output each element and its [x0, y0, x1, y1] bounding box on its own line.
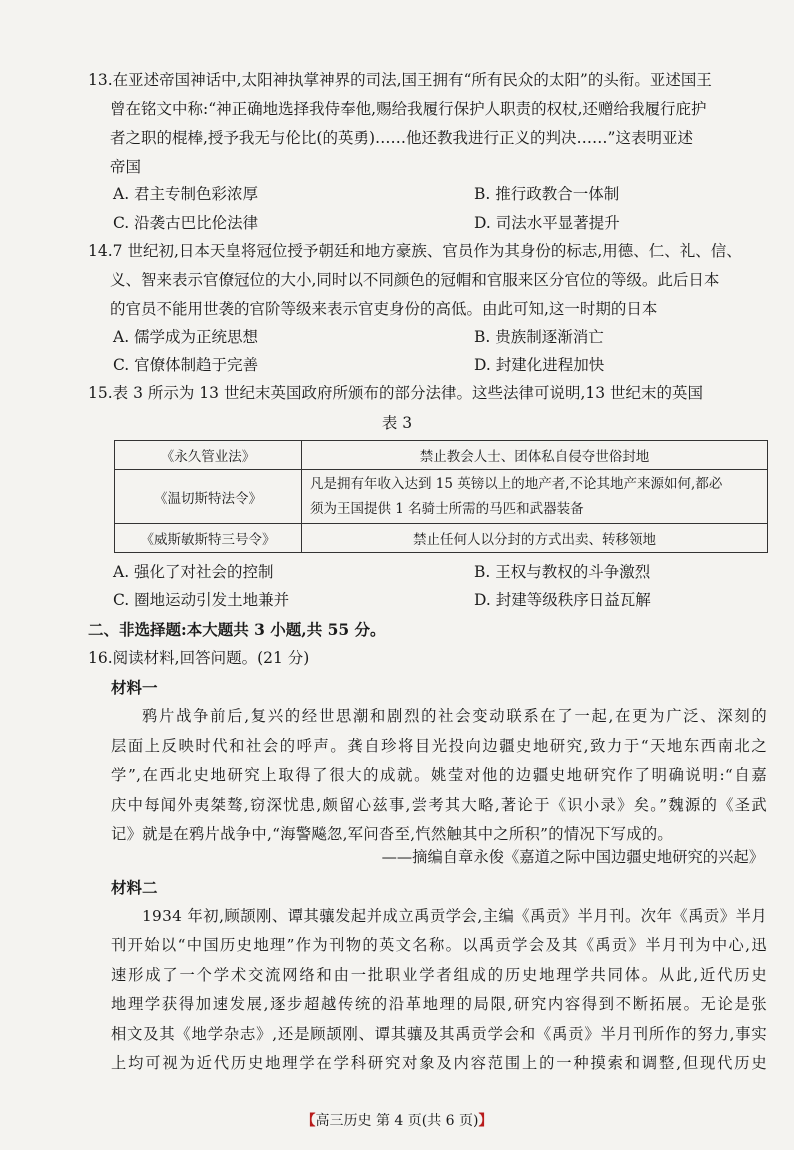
material2-line: 速形成了一个学术交流网络和由一批职业学者组成的历史地理学共同体。从此,近代历史 [111, 966, 767, 984]
material1-source: ——摘编自章永俊《嘉道之际中国边疆史地研究的兴起》 [381, 848, 764, 866]
footer-bracket-open: 【 [301, 1113, 316, 1129]
footer-text: 高三历史 第 4 页(共 6 页) [315, 1113, 479, 1129]
q13-option-c: C. 沿袭古巴比伦法律 [113, 214, 259, 232]
law-name: 《永久管业法》 [115, 441, 302, 470]
q15-option-b: B. 王权与教权的斗争激烈 [474, 563, 651, 581]
q13-line-3: 者之职的棍棒,授予我无与伦比(的英勇)……他还教我进行正义的判决……”这表明亚述 [110, 129, 693, 147]
q14-line-2: 义、智来表示官僚冠位的大小,同时以不同颜色的冠帽和官服来区分官位的等级。此后日本 [110, 271, 720, 289]
table-row [115, 524, 768, 553]
law-name: 《威斯敏斯特三号令》 [115, 524, 302, 553]
law-content: 禁止任何人以分封的方式出卖、转移领地 [302, 524, 768, 553]
material2-line: 相文及其《地学杂志》,还是顾颉刚、谭其骧及其禹贡学会和《禹贡》半月刊所作的努力,事实 [111, 1025, 767, 1043]
material2-line: 地理学获得加速发展,逐步超越传统的沿革地理的局限,研究内容得到不断拓展。无论是张 [111, 995, 767, 1013]
q13-option-a: A. 君主专制色彩浓厚 [113, 185, 259, 203]
law-content-line: 凡是拥有年收入达到 15 英镑以上的地产者,不论其地产来源如何,都必 [310, 475, 723, 492]
material1-line: 学”,在西北史地研究上取得了很大的成就。姚莹对他的边疆史地研究作了明确说明:“自嘉 [111, 766, 767, 784]
q14-line-1: 14.7 世纪初,日本天皇将冠位授予朝廷和地方豪族、官员作为其身份的标志,用德、仁、礼、信、 [88, 242, 742, 260]
material1-line: 鸦片战争前后,复兴的经世思潮和剧烈的社会变动联系在了一起,在更为广泛、深刻的 [142, 707, 767, 725]
q14-option-a: A. 儒学成为正统思想 [113, 328, 259, 346]
law-table [114, 440, 768, 553]
q15-option-c: C. 圈地运动引发土地兼并 [113, 591, 290, 609]
material2-line: 上均可视为近代历史地理学在学科研究对象及内容范围上的一种摸索和调整,但现代历史 [111, 1054, 767, 1072]
law-name: 《温切斯特法令》 [115, 470, 302, 524]
q13-option-b: B. 推行政教合一体制 [474, 185, 620, 203]
q13-line-4: 帝国 [110, 158, 142, 176]
q14-option-c: C. 官僚体制趋于完善 [113, 356, 259, 374]
material1-line: 层面上反映时代和社会的呼声。龚自珍将目光投向边疆史地研究,致力于“天地东西南北之 [111, 737, 767, 755]
material1-line: 记》就是在鸦片战争中,“海警飚忽,军问沓至,忾然触其中之所积”的情况下写成的。 [111, 825, 674, 843]
footer-bracket-close: 】 [478, 1113, 493, 1129]
q15-option-d: D. 封建等级秩序日益瓦解 [474, 591, 651, 609]
material2-line: 刊开始以“中国历史地理”作为刊物的英文名称。以禹贡学会及其《禹贡》半月刊为中心,迅 [111, 936, 767, 954]
law-content: 禁止教会人士、团体私自侵夺世俗封地 [302, 441, 768, 470]
material2-line: 1934 年初,顾颉刚、谭其骧发起并成立禹贡学会,主编《禹贡》半月刊。次年《禹贡》半月 [142, 907, 767, 925]
page-footer [0, 1110, 794, 1130]
q14-line-3: 的官员不能用世袭的官阶等级来表示官吏身份的高低。由此可知,这一时期的日本 [110, 300, 658, 318]
q15-option-a: A. 强化了对社会的控制 [113, 563, 274, 581]
table-row [115, 441, 768, 470]
q13-line-2: 曾在铭文中称:“神正确地选择我侍奉他,赐给我履行保护人职责的权杖,还赠给我履行庇护 [110, 100, 707, 118]
q13-line-1: 13.在亚述帝国神话中,太阳神执掌神界的司法,国王拥有“所有民众的太阳”的头衔。亚述国王 [88, 71, 712, 89]
q16-stem: 16.阅读材料,回答问题。(21 分) [88, 649, 310, 667]
material1-line: 庆中每闻外夷桀骜,窃深忧患,颇留心兹事,尝考其大略,著论于《识小录》矣。”魏源的《圣武 [111, 796, 767, 814]
table-title: 表 3 [381, 414, 413, 432]
q14-option-d: D. 封建化进程加快 [474, 356, 605, 374]
q15-stem: 15.表 3 所示为 13 世纪末英国政府所颁布的部分法律。这些法律可说明,13 世纪末的英国 [88, 384, 704, 402]
law-content-line: 须为王国提供 1 名骑士所需的马匹和武器装备 [310, 500, 584, 517]
material2-label: 材料二 [111, 878, 158, 897]
q14-option-b: B. 贵族制逐渐消亡 [474, 328, 604, 346]
table-row [115, 470, 768, 524]
law-content [302, 470, 768, 524]
material1-label: 材料一 [111, 678, 158, 697]
section-heading: 二、非选择题:本大题共 3 小题,共 55 分。 [88, 620, 386, 639]
q13-option-d: D. 司法水平显著提升 [474, 214, 620, 232]
